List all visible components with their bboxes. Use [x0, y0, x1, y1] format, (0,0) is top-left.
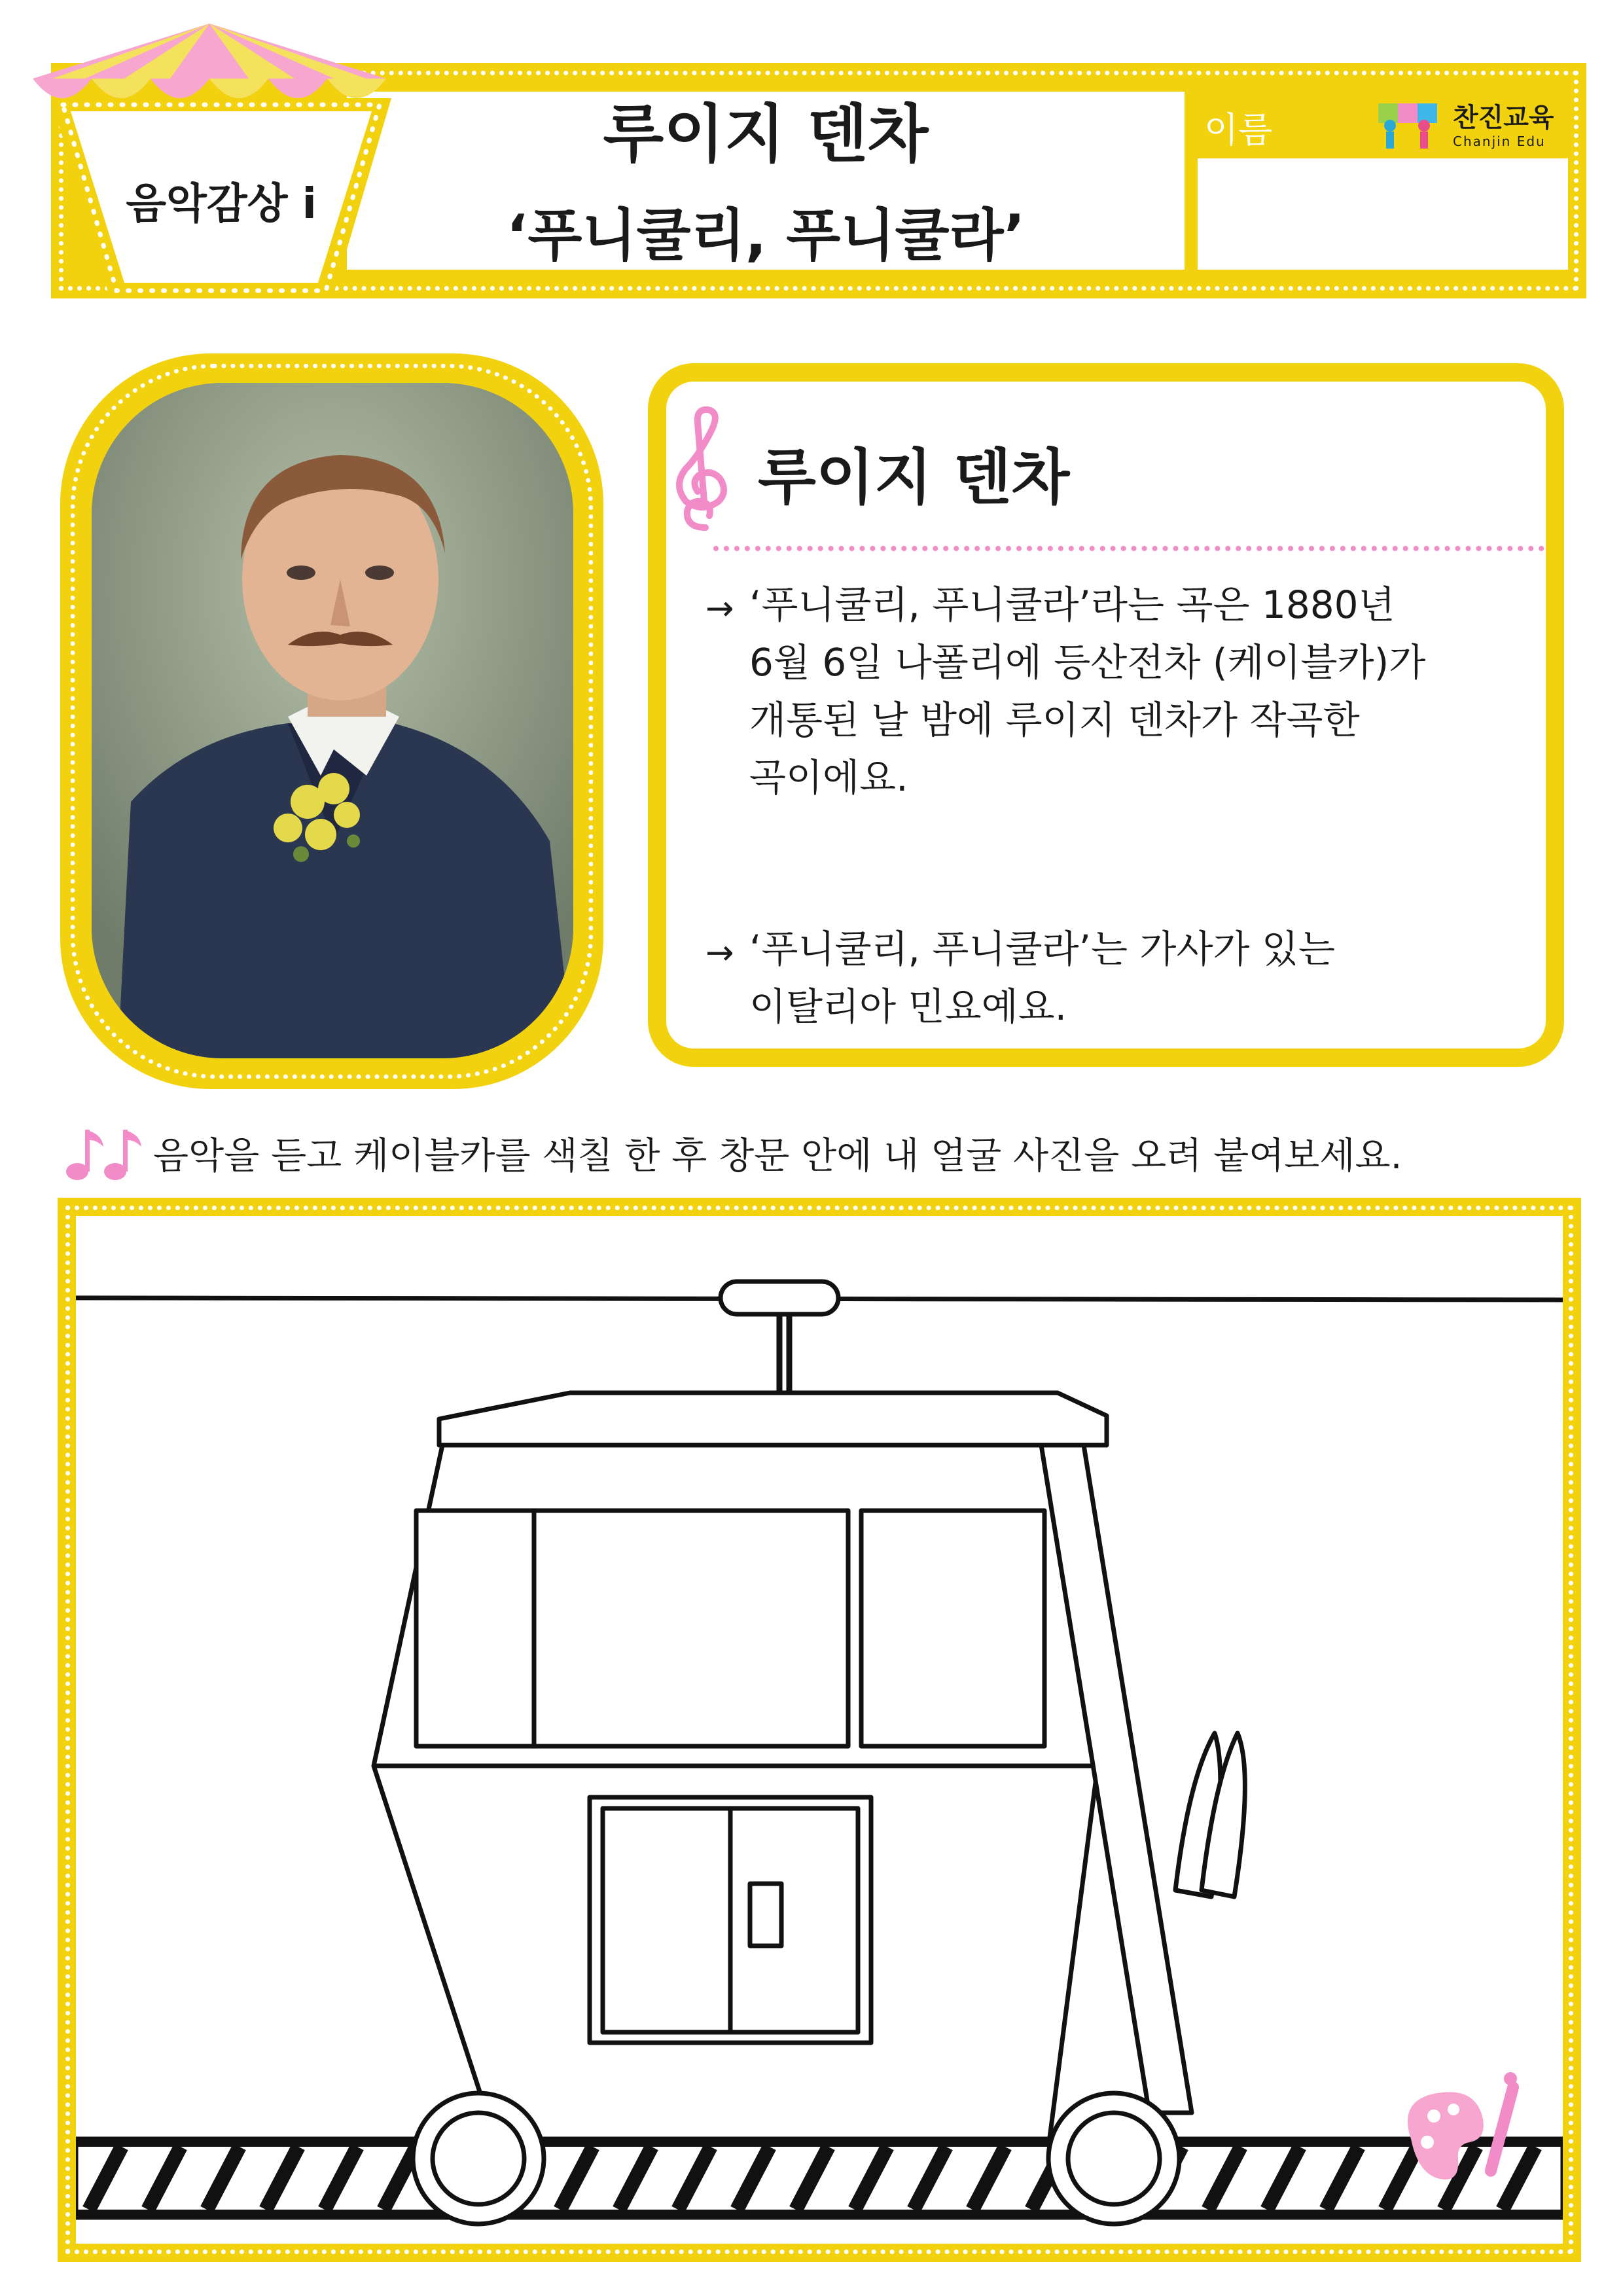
chanjin-logo — [1372, 97, 1568, 153]
logo-text: 찬진교육 — [1453, 103, 1554, 133]
name-box[interactable] — [1198, 158, 1568, 270]
composer-portrait — [92, 383, 573, 1058]
window-left[interactable] — [416, 1511, 547, 1746]
music-notes-icon — [63, 1121, 148, 1186]
info-line: 곡이에요. — [749, 755, 908, 800]
info-paragraph-2 — [749, 920, 1548, 1035]
window-center[interactable] — [534, 1511, 848, 1746]
category-label: 음악감상 i — [126, 180, 317, 228]
info-line: ‘푸니쿨리, 푸니쿨라’라는 곡은 1880년 — [749, 583, 1395, 627]
instruction-text: 음악을 듣고 케이블카를 색칠 한 후 창문 안에 내 얼굴 사진을 오려 붙여보세요. — [153, 1135, 1402, 1177]
logo-subtext: Chanjin Edu — [1453, 134, 1546, 149]
page-title: 루이지 덴차 — [603, 98, 929, 171]
info-divider — [713, 546, 1544, 551]
cable-car-roof[interactable] — [439, 1393, 1107, 1445]
window-right[interactable] — [861, 1511, 1044, 1746]
chanjin-logo-icon — [1372, 99, 1450, 152]
name-label: 이름 — [1204, 109, 1273, 151]
trolley-wheel — [721, 1282, 838, 1314]
door-handle — [750, 1884, 781, 1946]
info-title: 루이지 덴차 — [758, 442, 1070, 512]
treble-clef-icon — [666, 403, 738, 534]
info-paragraph-1 — [749, 576, 1548, 807]
bullet-arrow-2: → — [705, 933, 734, 973]
info-line: 개통된 날 밤에 루이지 덴차가 작곡한 — [749, 698, 1360, 743]
carousel-canopy-icon — [26, 20, 393, 137]
info-line: 이탈리아 민요예요. — [749, 984, 1067, 1030]
cable-car-drawing[interactable] — [76, 1216, 1563, 2244]
portrait-image — [92, 383, 573, 1058]
info-line: 6월 6일 나폴리에 등산전차 (케이블카)가 — [749, 640, 1426, 685]
info-line: ‘푸니쿨리, 푸니쿨라’는 가사가 있는 — [749, 927, 1336, 971]
page-subtitle: ‘푸니쿨리, 푸니쿨라’ — [506, 203, 1026, 268]
bullet-arrow-1: → — [705, 589, 734, 628]
